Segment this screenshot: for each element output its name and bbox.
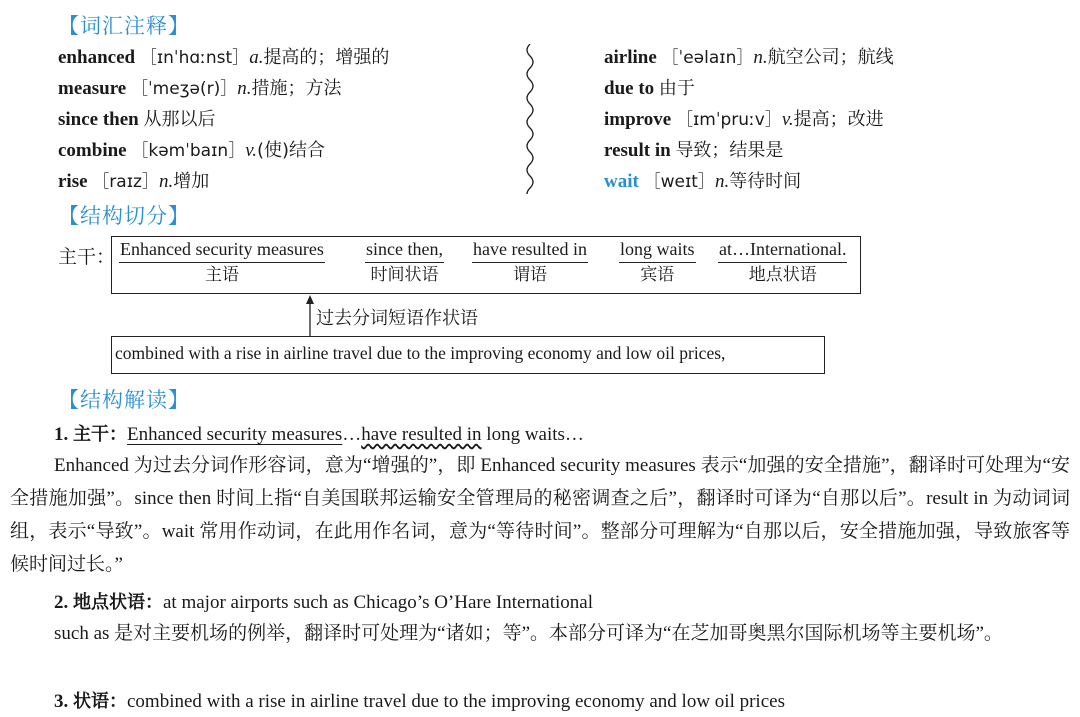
vocab-entry — [58, 108, 216, 132]
vocab-meaning: 增加 — [173, 171, 210, 192]
vocab-meaning: (使)结合 — [256, 140, 326, 161]
point1-predicate: have resulted in — [361, 424, 482, 445]
point2-body: such as 是对主要机场的例举，翻译时可处理为“诸如；等”。本部分可译为“在芝加哥奥黑尔国际机场等主要机场”。 — [54, 623, 1003, 644]
vocab-phonetic: ［ɪmˈpruːv］ — [675, 110, 782, 130]
segment-en: have resulted in — [472, 237, 588, 263]
point1-body: Enhanced 为过去分词作形容词，意为“增强的”，即 Enhanced security measures 表示“加强的安全措施”，翻译时可处理为“安全措施加强”。since then 时间上指“自美国联邦运输安全管理局的秘密调查之后”，翻译时可译为“自那以后”。result in 为动词词组，表示“导致”。wait 常用作动词，在此用作名词，意为“等待时间”。整部分可理解为“自那以后，安全措施加强，导致旅客等候时间过长。” — [10, 455, 1070, 575]
vocab-entry — [604, 108, 884, 132]
vocab-entry — [604, 139, 783, 163]
vocab-word: airline — [604, 47, 657, 68]
vocab-word: wait — [604, 171, 639, 192]
vocab-meaning: 导致；结果是 — [675, 140, 784, 161]
trunk-box — [111, 236, 861, 294]
segment-role: 时间状语 — [370, 265, 439, 285]
point1-label: 主干： — [73, 424, 127, 445]
vocab-meaning: 等待时间 — [729, 171, 802, 192]
wavy-divider — [520, 44, 540, 194]
vocab-pos: n. — [753, 47, 768, 68]
vocab-word: combine — [58, 140, 127, 161]
segment-en: long waits — [619, 237, 696, 263]
vocab-entry — [58, 46, 389, 70]
arrow-label: 过去分词短语作状语 — [316, 308, 478, 329]
vocab-entry — [58, 170, 209, 194]
trunk-label: 主干： — [58, 246, 116, 268]
vocab-meaning: 提高的；增强的 — [263, 47, 390, 68]
point2-label: 地点状语： — [73, 592, 163, 613]
point1-num: 1. — [54, 424, 69, 445]
point1-subject: Enhanced security measures — [127, 424, 343, 445]
segment-en: since then, — [365, 237, 444, 263]
point1-heading — [54, 420, 584, 446]
trunk-segment-subject — [119, 237, 325, 287]
vocab-word: improve — [604, 109, 672, 130]
trunk-segment-place — [718, 237, 847, 287]
point2-heading — [54, 588, 593, 614]
adverbial-box: combined with a rise in airline travel due to the improving economy and low oil prices, — [111, 336, 825, 374]
segment-en: Enhanced security measures — [119, 237, 325, 263]
vocab-phonetic: ［ˈeəlaɪn］ — [661, 48, 754, 68]
trunk-segment-object — [619, 237, 696, 287]
vocab-section-title: 【词汇注释】 — [58, 14, 190, 38]
point2-num: 2. — [54, 592, 69, 613]
point3-text: combined with a rise in airline travel due to the improving economy and low oil prices — [127, 691, 785, 712]
vocab-meaning: 由于 — [658, 78, 695, 99]
vocab-pos: v. — [781, 109, 794, 130]
segment-role: 地点状语 — [748, 265, 817, 285]
vocab-pos: n. — [158, 171, 174, 192]
vocab-entry — [58, 139, 325, 163]
point1-tail: long waits… — [481, 424, 584, 445]
point3-heading — [54, 687, 785, 713]
vocab-phonetic: ［ˈmeʒə(r)］ — [131, 79, 238, 99]
vocab-entry — [604, 46, 894, 70]
vocab-word: result in — [604, 140, 671, 161]
vocab-pos: a. — [249, 47, 264, 68]
vocab-word: since then — [58, 109, 139, 130]
point3-label: 状语： — [73, 691, 127, 712]
vocab-meaning: 从那以后 — [143, 109, 216, 130]
trunk-segment-time — [365, 237, 444, 287]
vocab-pos: n. — [714, 171, 730, 192]
structure-section-title: 【结构切分】 — [58, 204, 190, 228]
vocab-word: rise — [58, 171, 88, 192]
segment-role: 主语 — [204, 265, 239, 285]
vocab-phonetic: ［raɪz］ — [92, 172, 159, 192]
vocab-word: enhanced — [58, 47, 136, 68]
vocab-entry — [58, 77, 341, 101]
trunk-segment-predicate — [472, 237, 588, 287]
point2-text: at major airports such as Chicago’s O’Hare International — [163, 592, 593, 613]
segment-en: at…International. — [718, 237, 847, 263]
vocab-meaning: 航空公司；航线 — [767, 47, 894, 68]
analysis-section-title: 【结构解读】 — [58, 388, 190, 412]
segment-role: 谓语 — [512, 265, 547, 285]
vocab-entry — [604, 170, 801, 194]
vocab-meaning: 措施；方法 — [251, 78, 342, 99]
vocab-phonetic: ［weɪt］ — [643, 172, 715, 192]
vocab-phonetic: ［ɪnˈhɑːnst］ — [139, 48, 250, 68]
vocab-pos: v. — [245, 140, 257, 161]
point3-num: 3. — [54, 691, 69, 712]
vocab-word: measure — [58, 78, 127, 99]
segment-role: 宾语 — [640, 265, 675, 285]
vocab-word: due to — [604, 78, 655, 99]
vocab-entry — [604, 77, 695, 101]
vocab-phonetic: ［kəmˈbaɪn］ — [131, 141, 246, 161]
point1-ellipsis: … — [342, 424, 362, 445]
vocab-pos: n. — [237, 78, 252, 99]
vocab-meaning: 提高；改进 — [793, 109, 884, 130]
